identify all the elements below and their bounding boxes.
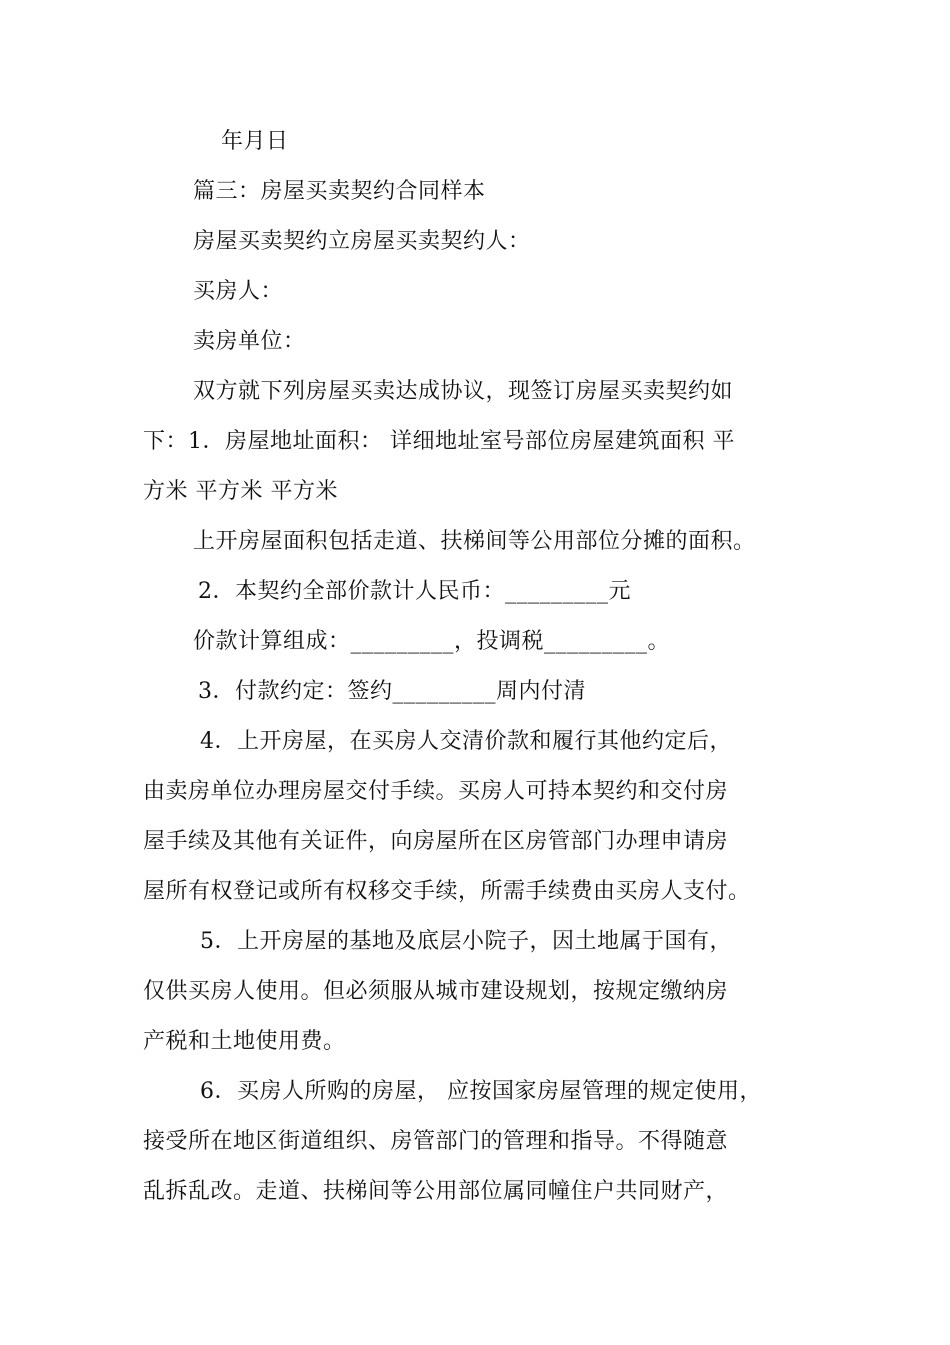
paragraph-line: 屋手续及其他有关证件，向房屋所在区房管部门办理申请房: [143, 829, 729, 854]
paragraph-line: 仅供买房人使用。但必须服从城市建设规划，按规定缴纳房: [143, 979, 729, 1004]
paragraph-line: 产税和土地使用费。: [143, 1029, 346, 1054]
clause-5-line: 5．上开房屋的基地及底层小院子，因土地属于国有，: [200, 929, 732, 954]
paragraph-line: 接受所在地区街道组织、房管部门的管理和指导。不得随意: [143, 1129, 729, 1154]
paragraph-line: 下：1．房屋地址面积： 详细地址室号部位房屋建筑面积 平: [143, 429, 735, 454]
clause-4-line: 4．上开房屋，在买房人交清价款和履行其他约定后，: [200, 729, 732, 754]
clause-3-line: 3．付款约定：签约_________周内付清: [198, 679, 586, 704]
paragraph-line: 方米 平方米 平方米: [143, 479, 338, 504]
paragraph-line: 双方就下列房屋买卖达成协议，现签订房屋买卖契约如: [193, 379, 734, 404]
contract-heading: 房屋买卖契约立房屋买卖契约人：: [193, 229, 531, 254]
date-line: 年月日: [221, 129, 289, 154]
paragraph-line: 价款计算组成：_________，投调税_________。: [193, 629, 671, 654]
paragraph-line: 上开房屋面积包括走道、扶梯间等公用部位分摊的面积。: [193, 529, 756, 554]
seller-label: 卖房单位：: [193, 329, 306, 354]
paragraph-line: 屋所有权登记或所有权移交手续，所需手续费由买房人支付。: [143, 879, 751, 904]
paragraph-line: 由卖房单位办理房屋交付手续。买房人可持本契约和交付房: [143, 779, 729, 804]
clause-6-line: 6．买房人所购的房屋， 应按国家房屋管理的规定使用，: [200, 1079, 762, 1104]
clause-2-line: 2．本契约全部价款计人民币：_________元: [198, 579, 631, 604]
section-title: 篇三：房屋买卖契约合同样本: [193, 179, 486, 204]
paragraph-line: 乱拆乱改。走道、扶梯间等公用部位属同幢住户共同财产，: [143, 1179, 729, 1204]
buyer-label: 买房人：: [193, 279, 284, 304]
